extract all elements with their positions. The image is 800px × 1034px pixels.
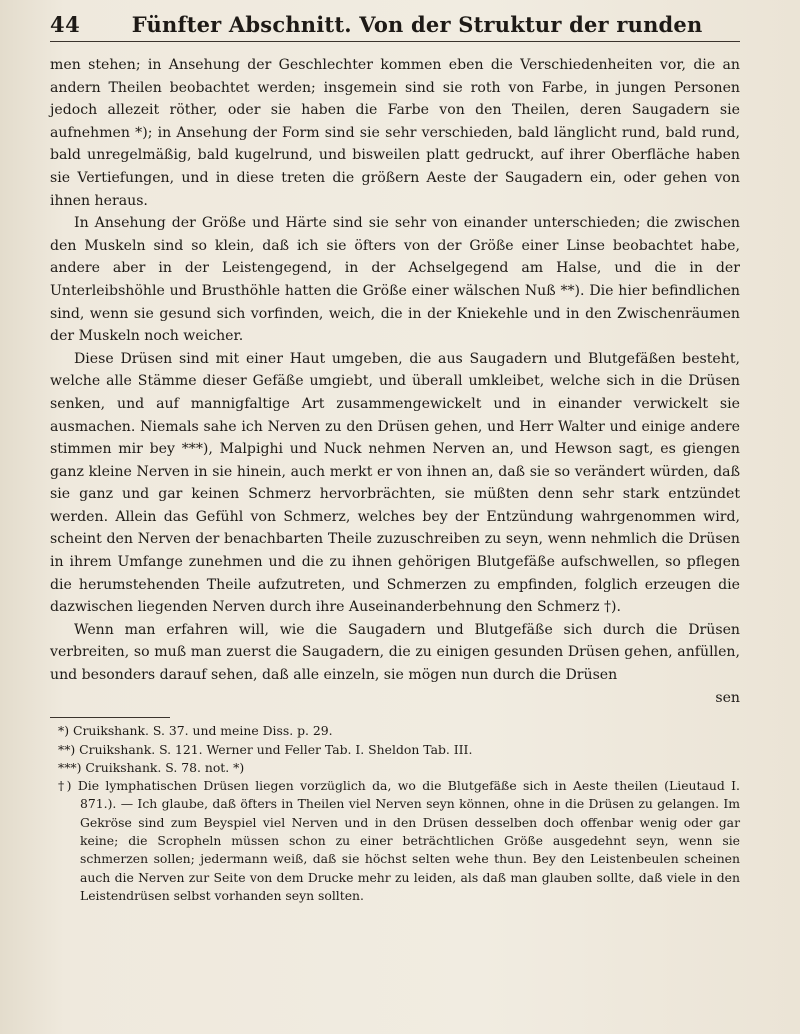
- footnote-1: *) Cruikshank. S. 37. und meine Diss. p. 29.: [58, 723, 333, 739]
- running-title: Fünfter Abschnitt. Von der Struktur der runden: [131, 12, 703, 37]
- running-header: [50, 12, 740, 42]
- catchword: sen: [715, 689, 740, 706]
- footnote-divider: [50, 717, 170, 718]
- page-number: 44: [50, 12, 81, 37]
- paragraph-2: In Ansehung der Größe und Härte sind sie sehr von einander unterschieden; die zwischen den Muskeln sind so klein, daß ich sie öfters von der Größe einer Linse beobachtet habe, andere aber in der Leistengegend, in der Achselgegend am Halse, und die in der Unterleibshöhle und Brusthöhle hatten die Größe einer wälschen Nuß **). Die hier befindlichen sind, wenn sie gesund sich vorfinden, weich, die in der Kniekehle und in den Zwischenräumen der Muskeln noch weicher.: [50, 215, 740, 345]
- footnote-4: †) Die lymphatischen Drüsen liegen vorzüglich da, wo die Blutgefäße sich in Aeste theilen (Lieutaud I. 871.). — Ich glaube, daß öfters in Theilen viel Nerven seyn können, ohne in die Drüsen zu gelangen. Im Gekröse sind zum Beyspiel viel Nerven und in den Drüsen desselben doch offenbar wenig oder gar keine; die Scropheln müssen schon zu einer beträchtlichen Größe ausgedehnt seyn, wenn sie schmerzen sollen; jedermann weiß, daß sie höchst selten wehe thun. Bey den Leistenbeulen scheinen auch die Nerven zur Seite von dem Drucke mehr zu leiden, als daß man glauben sollte, daß viele in den Leistendrüsen selbst vorhanden seyn sollten.: [58, 778, 740, 903]
- footnotes: [50, 722, 740, 905]
- footnote-2: **) Cruikshank. S. 121. Werner und Feller Tab. I. Sheldon Tab. III.: [58, 741, 473, 757]
- paragraph-4: Wenn man erfahren will, wie die Saugadern und Blutgefäße sich durch die Drüsen verbreiten, so muß man zuerst die Saugadern, die zu einigen gesunden Drüsen gehen, anfüllen, und besonders darauf sehen, daß alle einzeln, sie mögen nun durch die Drüsen: [50, 621, 740, 684]
- body-text: [50, 54, 740, 709]
- paragraph-1: men stehen; in Ansehung der Geschlechter kommen eben die Verschiedenheiten vor, die an andern Theilen beobachtet werden; insgemein sind sie roth von Farbe, in jungen Personen jedoch allezeit röther, oder sie haben die Farbe von den Theilen, deren Saugadern sie aufnehmen *); in Ansehung der Form sind sie sehr verschieden, bald länglicht rund, bald rund, bald unregelmäßig, bald kugelrund, und bisweilen platt gedruckt, auf ihrer Oberfläche haben sie Vertiefungen, und in diese treten die größern Aeste der Saugadern ein, oder gehen von ihnen heraus.: [50, 57, 740, 209]
- paragraph-3: Diese Drüsen sind mit einer Haut umgeben, die aus Saugadern und Blutgefäßen besteht, welche alle Stämme dieser Gefäße umgiebt, und überall umkleibet, welche sich in die Drüsen senken, und auf mannigfaltige Art zusammengewickelt und in einander verwickelt sie ausmachen. Niemals sahe ich Nerven zu den Drüsen gehen, und Herr Walter und einige andere stimmen mir bey ***), Malpighi und Nuck nehmen Nerven an, und Hewson sagt, es giengen ganz kleine Nerven in sie hinein, auch merkt er von ihnen an, daß sie so verändert würden, daß sie ganz und gar keinen Schmerz hervorbrächten, sie müßten denn sehr stark entzündet werden. Allein das Gefühl von Schmerz, welches bey der Entzündung wahrgenommen wird, scheint den Nerven der benachbarten Theile zuzuschreiben zu seyn, wenn nehmlich die Drüsen in ihrem Umfange zunehmen und die zu ihnen gehörigen Blutgefäße aufschwellen, so pflegen die herumstehenden Theile aufzutreten, und Schmerzen zu empfinden, folglich erzeugen die dazwischen liegenden Nerven durch ihre Auseinanderbehnung den Schmerz †).: [50, 350, 740, 616]
- footnote-3: ***) Cruikshank. S. 78. not. *): [58, 759, 245, 775]
